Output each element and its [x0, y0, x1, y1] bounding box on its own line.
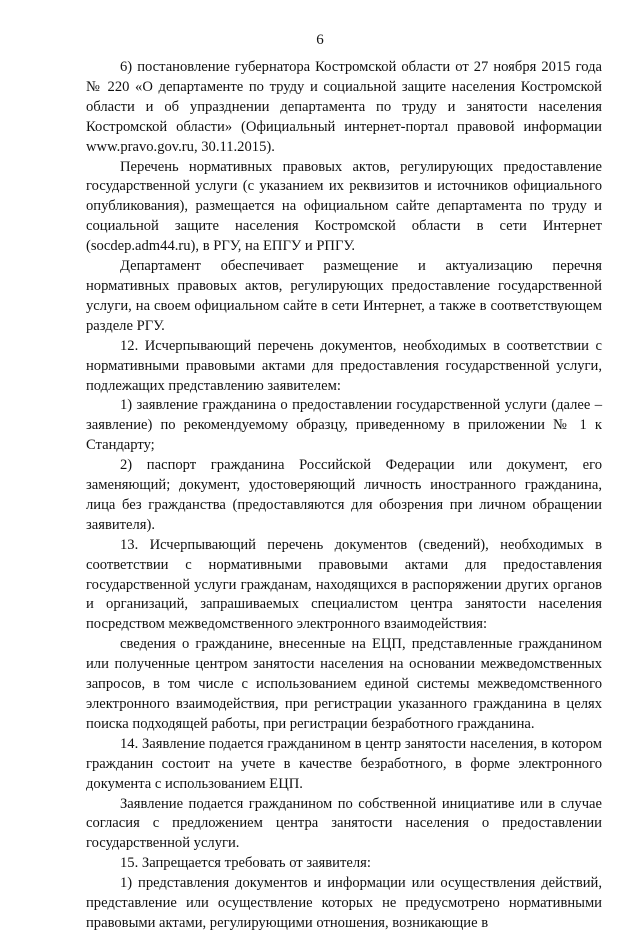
document-body — [86, 58, 602, 934]
paragraph-item-2-passport: 2) паспорт гражданина Российской Федерации или документ, его заменяющий; документ, удостоверяющий личность иностранного гражданина, лица без гражданства (предоставляются для обозрения при личном обращении заявителя). — [86, 457, 602, 533]
paragraph-section-14: 14. Заявление подается гражданином в центр занятости населения, в котором гражданин состоит на учете в качестве безработного, в форме электронного документа с использованием ЕЦП. — [86, 735, 602, 792]
paragraph-citizen-info: сведения о гражданине, внесенные на ЕЦП, представленные гражданином или полученные центром занятости населения на основании межведомственных запросов, в том числе с использованием единой системы межведомственного электронного взаимодействия, при регистрации указанного гражданина в целях поиска подходящей работы, при регистрации безработного гражданина. — [86, 636, 602, 732]
paragraph-application-initiative: Заявление подается гражданином по собственной инициативе или в случае согласия с предложением центра занятости населения о предоставлении государственной услуги. — [86, 795, 602, 852]
paragraph-legal-acts-list: Перечень нормативных правовых актов, регулирующих предоставление государственной услуги (с указанием их реквизитов и источников официального опубликования), размещается на официальном сайте департамента по труду и социальной защите населения Костромской области в сети Интернет (socdep.adm44.ru), в РГУ, на ЕПГУ и РПГУ. — [86, 158, 602, 255]
paragraph-item-1-application: 1) заявление гражданина о предоставлении государственной услуги (далее – заявление) по рекомендуемому образцу, приведенному в приложении № 1 к Стандарту; — [86, 397, 602, 454]
paragraph-item-1-prohibition: 1) представления документов и информации или осуществления действий, представление или осуществление которых не предусмотрено нормативными правовыми актами, регулирующими отношения, возникающие в — [86, 875, 602, 931]
paragraph-department-duty: Департамент обеспечивает размещение и актуализацию перечня нормативных правовых актов, регулирующих предоставление государственной услуги, на своем официальном сайте в сети Интернет, а также в соответствующем разделе РГУ. — [86, 258, 602, 334]
page-number: 6 — [316, 32, 324, 48]
paragraph-item-6-decree: 6) постановление губернатора Костромской области от 27 ноября 2015 года № 220 «О департаменте по труду и социальной защите населения Костромской области и об упразднении департамента по труду и занятости населения Костромской области» (Официальный интернет-портал правовой информации www.pravo.gov.ru, 30.11.2015). — [86, 59, 602, 155]
paragraph-section-13: 13. Исчерпывающий перечень документов (сведений), необходимых в соответствии с нормативными правовыми актами для предоставления государственной услуги гражданам, находящихся в распоряжении других органов и организаций, запрашиваемых специалистом центра занятости населения посредством межведомственного электронного взаимодействия: — [86, 536, 602, 633]
paragraph-section-12: 12. Исчерпывающий перечень документов, необходимых в соответствии с нормативными правовыми актами для предоставления государственной услуги, подлежащих представлению заявителем: — [86, 337, 602, 394]
paragraph-section-15: 15. Запрещается требовать от заявителя: — [120, 855, 371, 872]
